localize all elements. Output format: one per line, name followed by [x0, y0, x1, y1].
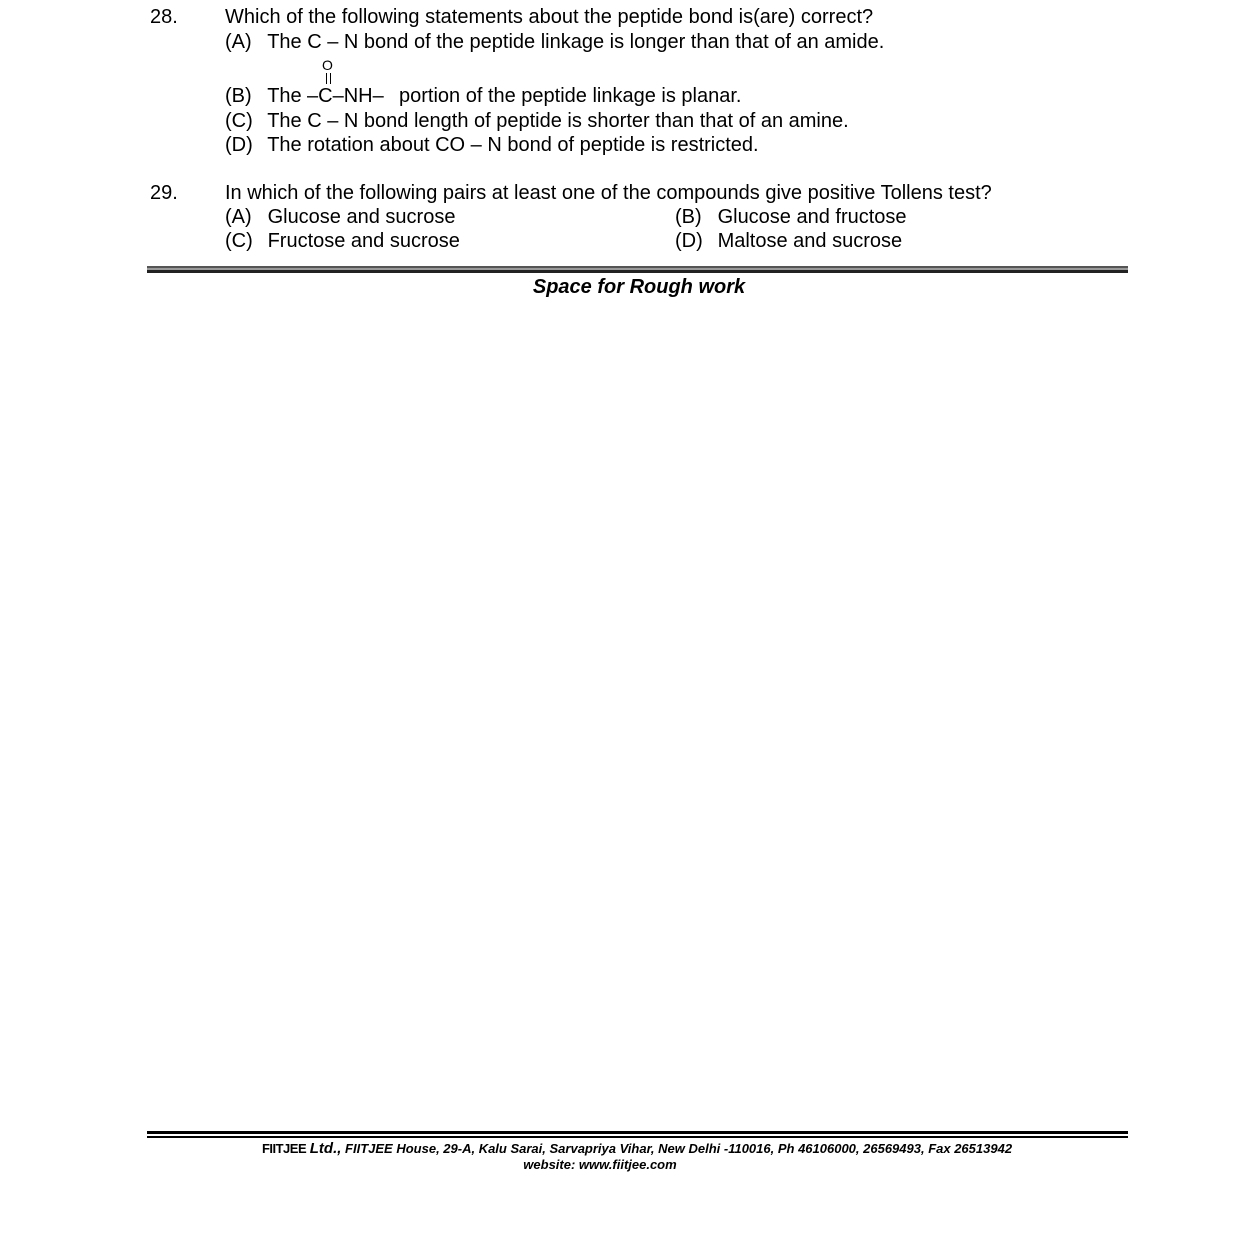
q28-option-b-suffix [399, 84, 741, 108]
option-label: (D) [225, 134, 253, 156]
footer-brand: FIITJEE [261, 1141, 307, 1156]
peptide-group-formula [307, 84, 384, 108]
option-label: (A) [225, 206, 252, 228]
option-text: portion of the peptide linkage is planar. [399, 85, 742, 107]
option-text: The C – N bond length of peptide is shorter than that of an amine. [267, 110, 849, 132]
footer-address: FIITJEE House, 29-A, Kalu Sarai, Sarvapriya Vihar, New Delhi -110016, Ph 46106000, 26569493, Fax 26513942 [345, 1141, 1013, 1156]
question-text: In which of the following pairs at least one of the compounds give positive Tollens test? [225, 182, 992, 204]
formula-oxygen: O [322, 57, 333, 73]
option-label: (A) [225, 31, 252, 53]
q28-option-c [225, 109, 849, 133]
q28-option-d [225, 133, 759, 157]
section-divider [147, 266, 1128, 273]
formula-main: –C–NH– [307, 85, 384, 107]
option-text: The rotation about CO – N bond of peptide is restricted. [267, 134, 759, 156]
option-prefix: The [267, 85, 302, 107]
option-label: (C) [225, 230, 253, 252]
option-label: (D) [675, 230, 703, 252]
q29-option-b [675, 205, 907, 229]
q29-option-d [675, 229, 902, 253]
option-text: Glucose and sucrose [267, 206, 456, 228]
footer-address-line [0, 1141, 1238, 1157]
rough-work-heading: Space for Rough work [532, 276, 746, 298]
footer-website: website: www.fiitjee.com [523, 1157, 677, 1172]
q29-option-a [225, 205, 455, 229]
option-label: (C) [225, 110, 253, 132]
option-text: Glucose and fructose [717, 206, 907, 228]
q28-option-a [225, 30, 884, 54]
double-bond [326, 73, 331, 84]
option-text: The C – N bond of the peptide linkage is longer than that of an amide. [267, 31, 885, 53]
question-number: 28. [150, 6, 178, 28]
option-text: Maltose and sucrose [717, 230, 903, 252]
footer-ltd: Ltd., [309, 1140, 342, 1157]
q28-option-b [225, 84, 302, 108]
option-label: (B) [225, 85, 252, 107]
option-text: Fructose and sucrose [267, 230, 460, 252]
option-label: (B) [675, 206, 702, 228]
q29-option-c [225, 229, 460, 253]
footer-divider [147, 1131, 1128, 1138]
question-number: 29. [150, 182, 178, 204]
question-text: Which of the following statements about the peptide bond is(are) correct? [225, 6, 874, 28]
